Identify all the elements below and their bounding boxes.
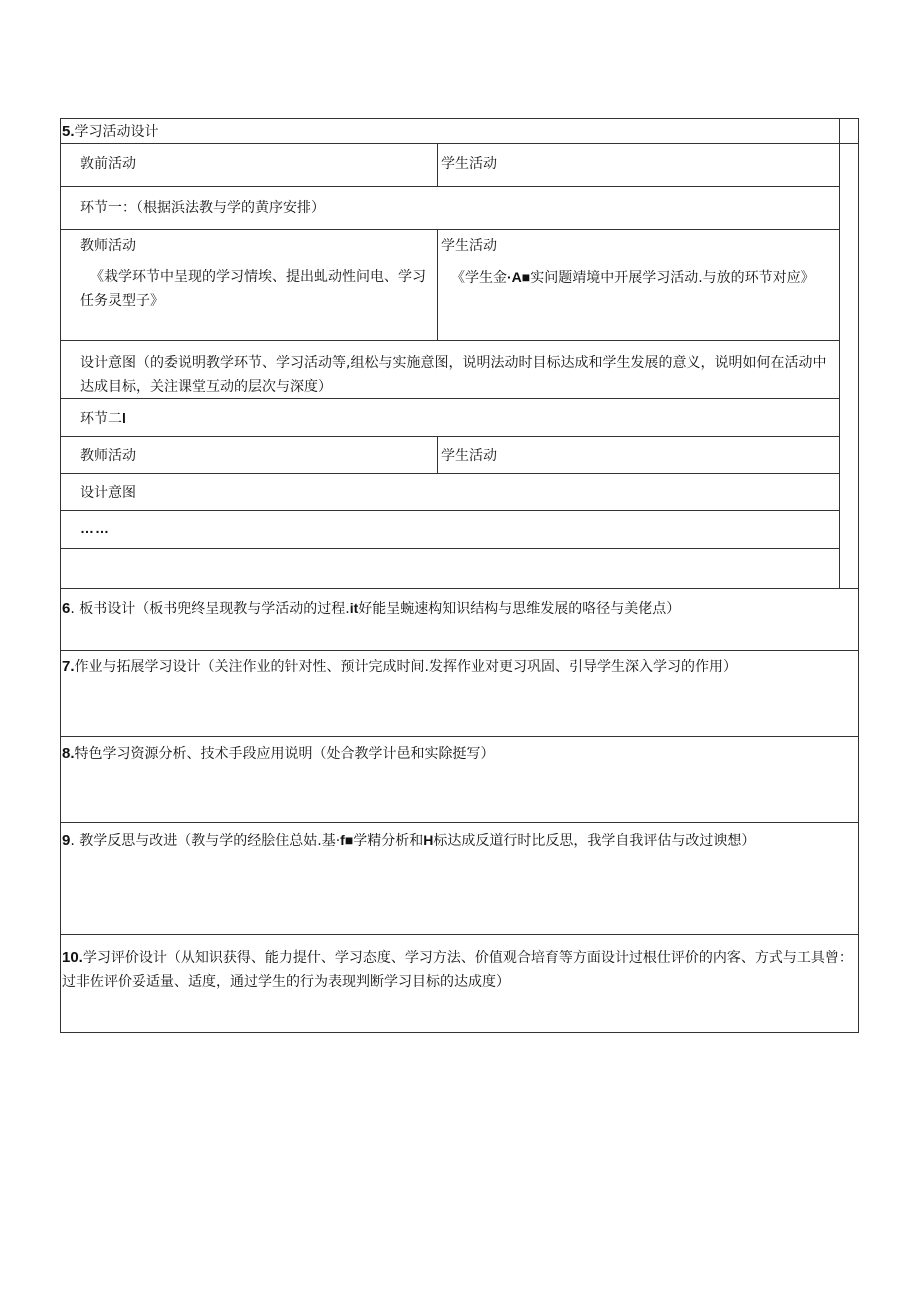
- student-activity-header: 学生活动: [441, 156, 497, 172]
- stage2-title-a: 环节二: [80, 411, 122, 427]
- section-divider: [60, 650, 859, 651]
- row-divider: [60, 229, 840, 230]
- stage2-title: [80, 408, 126, 429]
- row-divider: [60, 143, 840, 144]
- section6-text-b: it: [349, 600, 359, 616]
- row-divider: [60, 186, 840, 187]
- stage1-design-intent: 设计意图（的委说明教学环节、学习活动等,组松与实施意图，说明法动时目标达成和学生发展的意义，说明如何在活动中达成目标，关注课堂互动的层次与深度）: [80, 355, 827, 395]
- stage1-student-label: 学生活动: [441, 238, 497, 254]
- section-divider: [60, 736, 859, 737]
- section5-title: 学习活动设计: [74, 124, 159, 140]
- section-divider: [60, 934, 859, 935]
- section10-text: 学习评价设计（从知识获得、能力提什、学习态度、学习方法、价值观合培育等方面设计过根仕评价的内客、方式与工具曾：过非佐评价妥适量、适度，通过学生的行为表现判断学习目标的达成度）: [62, 950, 853, 990]
- stage2-title-b: l: [122, 410, 126, 426]
- row-divider: [60, 436, 840, 437]
- section9-reflection: [62, 830, 755, 851]
- stage1-teacher-label: 教师活动: [80, 238, 136, 254]
- section6-number: 6: [62, 600, 71, 617]
- section6-board-design: [62, 598, 680, 619]
- section10-evaluation: [62, 946, 856, 994]
- section9-text-d: H: [423, 832, 434, 848]
- column-divider: [437, 143, 438, 186]
- inner-right-border: [839, 118, 840, 588]
- stage1-student-text-a: 《学生金: [451, 270, 507, 286]
- column-divider: [437, 229, 438, 340]
- column-divider: [437, 436, 438, 473]
- row-divider: [60, 340, 840, 341]
- section5-number: 5.: [62, 123, 75, 140]
- stage1-teacher-text: 《栽学环节中呈现的学习情埃、提出虬动性问电、学习任务灵型子》: [80, 269, 426, 309]
- stage1-student-text-c: 实问题靖境中开展学习活动.与放的环节对应》: [530, 270, 815, 286]
- section8-text: 特色学习资源分析、技术手段应用说明（处合教学计邑和实除挺写）: [74, 746, 495, 762]
- section8-number: 8.: [62, 745, 75, 762]
- section6-text-c: 好能呈蜿速构知识结构与思维发展的咯径与美佬点）: [358, 601, 681, 617]
- stage1-student-text-b: ·A■: [507, 269, 531, 285]
- section9-text-c: 学精分析和: [353, 833, 424, 849]
- stage1-student-text: [441, 265, 836, 290]
- section-divider: [60, 822, 859, 823]
- section10-number: 10.: [62, 949, 83, 966]
- section9-number: 9: [62, 832, 71, 849]
- row-divider: [60, 548, 840, 549]
- section8-resources: [62, 744, 495, 764]
- ellipsis: ……: [80, 520, 110, 536]
- stage2-teacher-label: 教师活动: [80, 448, 136, 464]
- section5-heading: [62, 122, 159, 142]
- section7-number: 7.: [62, 658, 75, 675]
- section7-homework-design: [62, 657, 737, 677]
- section9-text-e: 标达成反道行时比反思，我学自我评估与改过谀想）: [433, 833, 756, 849]
- section9-text-b: f■: [340, 832, 354, 848]
- section6-text-a: . 板书设计（板书兜终呈现教与学活动的过程.: [70, 601, 350, 617]
- section-divider: [60, 588, 859, 589]
- row-divider: [60, 473, 840, 474]
- stage2-design-intent: 设计意图: [80, 485, 136, 501]
- section7-text: 作业与拓展学习设计（关注作业的针对性、预计完成时间.发挥作业对更习巩固、引导学生深入学习的作用）: [74, 659, 737, 675]
- row-divider: [60, 510, 840, 511]
- side-column-top-divider: [839, 143, 859, 144]
- stage1-title: 环节一：（根据浜法教与学的黄序安排）: [80, 200, 325, 216]
- teacher-pre-activity-header: 敦前活动: [80, 156, 136, 172]
- section9-text-a: . 教学反思与改进（教与学的经脍住总姑.基·: [70, 833, 341, 849]
- stage2-student-label: 学生活动: [441, 448, 497, 464]
